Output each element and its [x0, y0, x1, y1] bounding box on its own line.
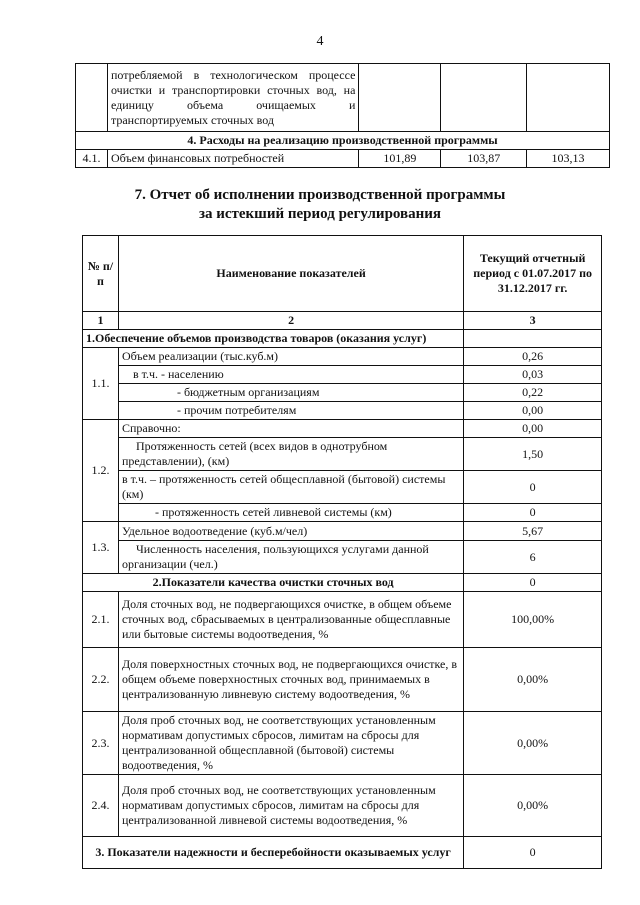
row-name: Доля сточных вод, не подвергающихся очистке, в общем объеме сточных вод, сбрасываемых в централизованные общесплавные или бытовые системы водоотведения, % — [118, 592, 463, 648]
value-cell: 0,00% — [464, 775, 602, 837]
row-name: Протяженность сетей (всех видов в однотрубном представлении), (км) — [118, 438, 463, 471]
header-num: № п/п — [83, 236, 119, 312]
row-number: 1.2. — [83, 420, 119, 522]
header-period: Текущий отчетный период с 01.07.2017 по 31.12.2017 гг. — [464, 236, 602, 312]
value-cell: 103,13 — [527, 150, 610, 168]
row-name: Объем реализации (тыс.куб.м) — [118, 348, 463, 366]
value-cell: 0,03 — [464, 366, 602, 384]
header-name: Наименование показателей — [118, 236, 463, 312]
row-name: Доля проб сточных вод, не соответствующих установленным нормативам допустимых сбросов, лимитам на сбросы для централизованной общесплавной (бытовой) системы водоотведения, % — [118, 712, 463, 775]
section7-title: 7. Отчет об исполнении производственной программы за истекший период регулирования — [134, 187, 506, 222]
row-name: - протяженность сетей ливневой системы (км) — [118, 504, 463, 522]
row-name: в т.ч. - населению — [118, 366, 463, 384]
section1-title: 1.Обеспечение объемов производства товаров (оказания услуг) — [83, 330, 464, 348]
page-number: 4 — [316, 34, 324, 49]
row-number: 2.2. — [83, 648, 119, 712]
section3-title: 3. Показатели надежности и бесперебойности оказываемых услуг — [83, 837, 464, 869]
row-number: 2.3. — [83, 712, 119, 775]
value-cell: 103,87 — [441, 150, 527, 168]
value-cell: 0 — [464, 504, 602, 522]
row-name: Численность населения, пользующихся услугами данной организации (чел.) — [118, 541, 463, 574]
row-name: Объем финансовых потребностей — [107, 150, 358, 168]
row-number: 4.1. — [76, 150, 108, 168]
value-cell: 0,00% — [464, 712, 602, 775]
value-cell: 0,26 — [464, 348, 602, 366]
row-name: в т.ч. – протяженность сетей общесплавной (бытовой) системы (км) — [118, 471, 463, 504]
row-name: - прочим потребителям — [118, 402, 463, 420]
report-table: № п/п Наименование показателей Текущий отчетный период с 01.07.2017 по 31.12.2017 гг. 1 2 3 1.Обеспечение объемов производства товаров (оказания услуг) 1.1. Объем реализации (тыс.куб.м) 0,26 в т.ч. - населению 0,03 - бюджетным организациям 0,22 - прочим потребителям 0,00 1.2. Справочно: 0,00 Протяженность сетей (всех видов в однотрубном представлении), (км) 1,50 в т.ч. – протяженность сетей общесплавной (бытовой) системы (км) 0 - протяженность сетей ливневой системы (км) 0 1.3. Удельное водоотведение (куб.м/чел) 5,67 Численность населения, пользующихся услугами данной организации (чел.) 6 2.Показатели качества очистки сточных вод 0 2.1. Доля сточных вод, не подвергающихся очистке, в общем объеме сточных вод, сбрасываемых в централизованные общесплавные или бытовые системы водоотведения, % 100,00% 2.2. Доля поверхностных сточных вод, не подвергающихся очистке, в общем объеме поверхностных сточных вод, принимаемых в централизованную ливневую систему водоотведения, % 0,00% 2.3. Доля проб сточных вод, не соответствующих установленным нормативам допустимых сбросов, лимитам на сбросы для централизованной общесплавной (бытовой) системы водоотведения, % 0,00% 2.4. Доля проб сточных вод, не соответствующих установленным нормативам допустимых сбросов, лимитам на сбросы для централизованной ливневой системы водоотведения, % 0,00% 3. Показатели надежности и бесперебойности оказываемых услуг 0 — [82, 235, 602, 869]
row-name: Справочно: — [118, 420, 463, 438]
value-cell: 0 — [464, 574, 602, 592]
top-table — [75, 63, 610, 168]
value-cell: 0,00% — [464, 648, 602, 712]
value-cell: 0 — [464, 471, 602, 504]
row-number: 1.1. — [83, 348, 119, 420]
value-cell: 101,89 — [359, 150, 441, 168]
row-number: 1.3. — [83, 522, 119, 574]
row-number: 2.4. — [83, 775, 119, 837]
row-number: 2.1. — [83, 592, 119, 648]
value-cell: 0,00 — [464, 420, 602, 438]
section2-title: 2.Показатели качества очистки сточных вод — [83, 574, 464, 592]
continued-text: потребляемой в технологическом процессе очистки и транспортировки сточных вод, на единицу объема очищаемых и транспортируемых сточных вод — [107, 64, 358, 132]
value-cell: 6 — [464, 541, 602, 574]
row-name: - бюджетным организациям — [118, 384, 463, 402]
value-cell: 0,00 — [464, 402, 602, 420]
row-name: Доля поверхностных сточных вод, не подвергающихся очистке, в общем объеме поверхностных сточных вод, принимаемых в централизованную ливневую систему водоотведения, % — [118, 648, 463, 712]
section4-title: 4. Расходы на реализацию производственной программы — [76, 132, 610, 150]
row-name: Доля проб сточных вод, не соответствующих установленным нормативам допустимых сбросов, лимитам на сбросы для централизованной ливневой системы водоотведения, % — [118, 775, 463, 837]
value-cell: 5,67 — [464, 522, 602, 541]
value-cell: 0,22 — [464, 384, 602, 402]
value-cell: 100,00% — [464, 592, 602, 648]
row-name: Удельное водоотведение (куб.м/чел) — [118, 522, 463, 541]
value-cell: 1,50 — [464, 438, 602, 471]
value-cell: 0 — [464, 837, 602, 869]
